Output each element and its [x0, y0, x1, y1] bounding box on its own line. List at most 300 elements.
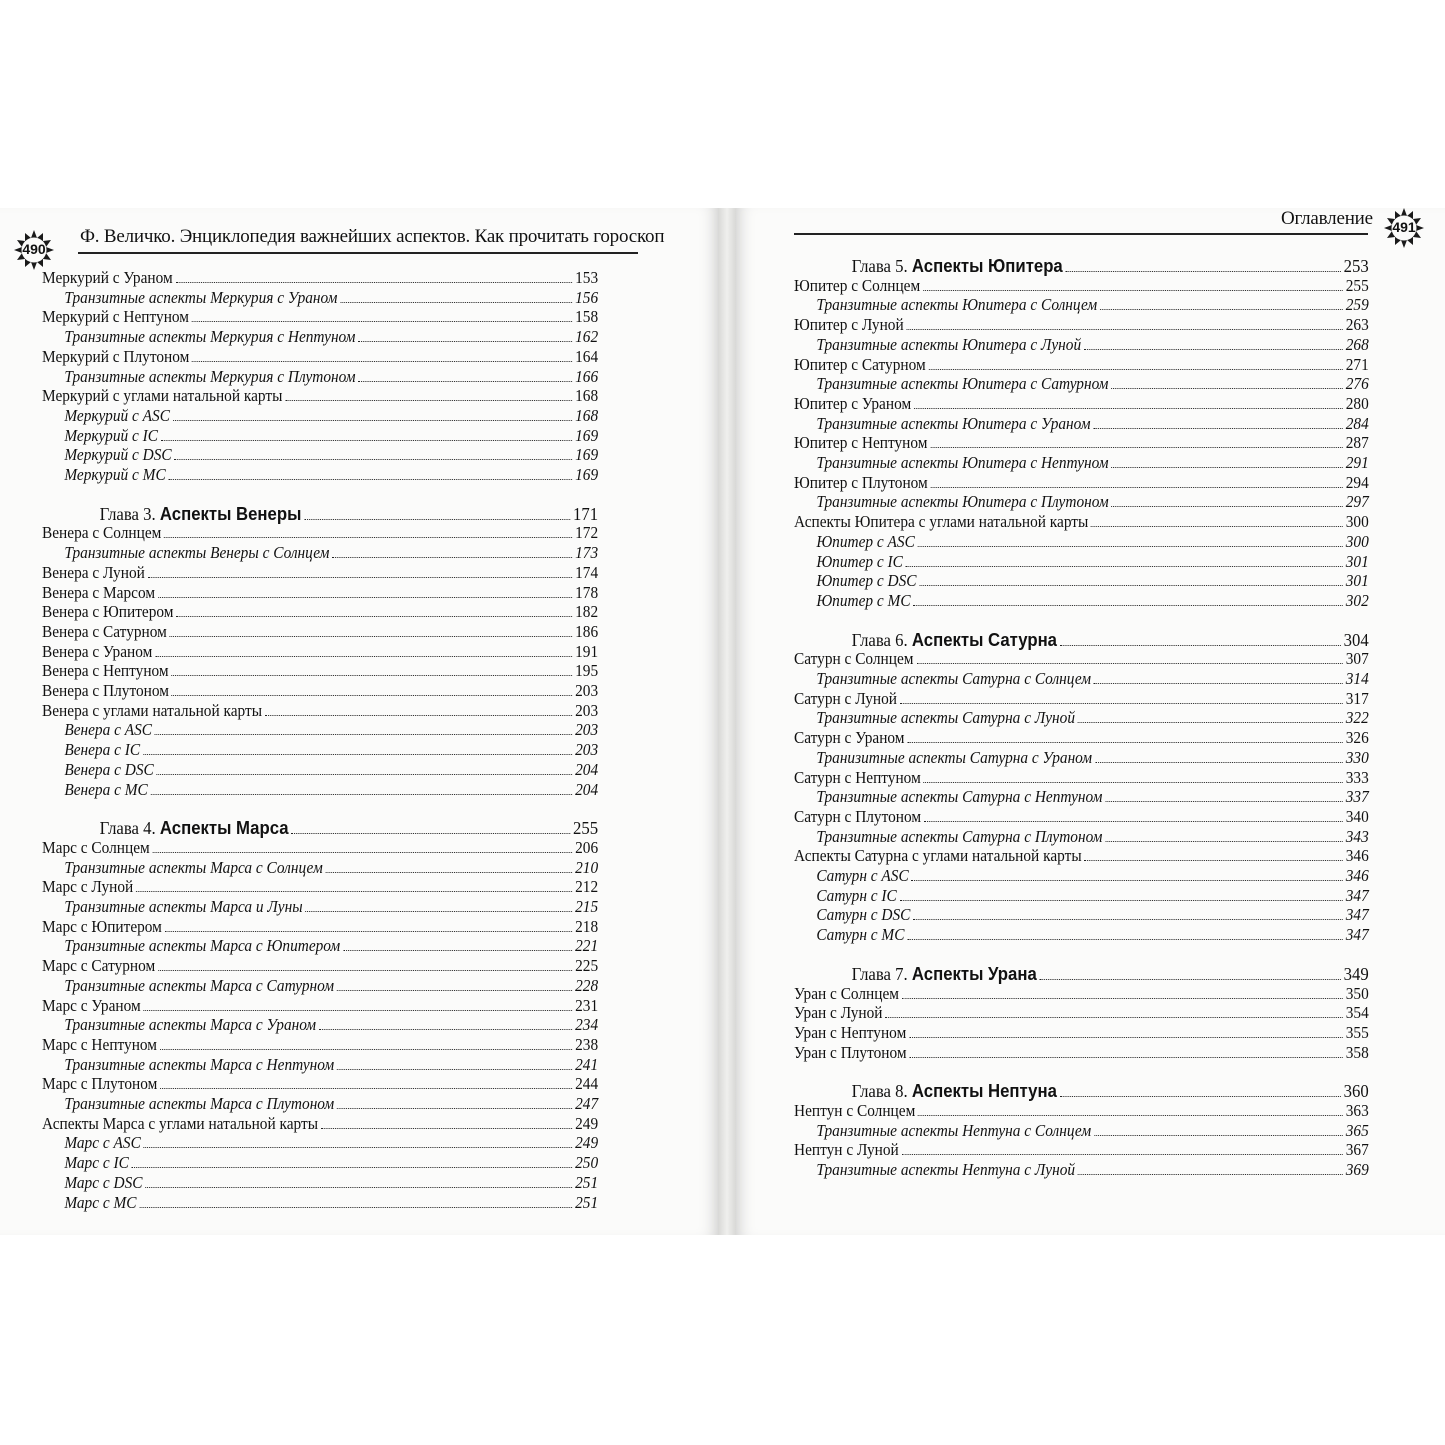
entry-page-number: 304 [1343, 629, 1369, 650]
entry-label: Марс с Юпитером [42, 916, 162, 936]
toc-subentry [42, 976, 598, 996]
entry-label: Сатурн с МС [816, 925, 905, 945]
dot-leader [1093, 414, 1343, 429]
entry-page-number: 206 [575, 837, 599, 857]
chapter-number: Глава 7. [851, 963, 908, 984]
entry-label: Транзитные аспекты Меркурия с Плутоном [64, 366, 356, 386]
book-gutter [718, 208, 736, 1235]
dot-leader [1105, 787, 1343, 802]
header-rule-right [794, 233, 1368, 235]
entry-page-number: 322 [1345, 708, 1369, 728]
entry-page-number: 186 [575, 621, 599, 641]
toc-subentry [42, 426, 598, 446]
toc-entry [42, 661, 598, 681]
dot-leader [928, 355, 1342, 370]
entry-label: Венера с Плутоном [42, 681, 169, 700]
dot-leader [155, 642, 572, 657]
dot-leader [358, 367, 572, 382]
entry-label: Сатурн с Луной [794, 688, 897, 708]
entry-page-number: 365 [1345, 1120, 1369, 1140]
toc-entry [42, 307, 598, 327]
dot-leader [172, 681, 573, 696]
entry-page-number: 358 [1345, 1042, 1369, 1062]
dot-leader [1040, 965, 1341, 980]
entry-page-number: 234 [575, 1015, 599, 1035]
entry-label: Марс с IC [64, 1153, 129, 1173]
entry-label: Транзитные аспекты Юпитера с Плутоном [816, 492, 1109, 512]
entry-page-number: 300 [1345, 531, 1369, 551]
dot-leader [192, 347, 572, 362]
entry-page-number: 203 [575, 740, 599, 760]
toc-subentry [42, 327, 598, 347]
entry-page-number: 241 [575, 1054, 599, 1074]
entry-page-number: 203 [575, 720, 599, 740]
dot-leader [337, 1055, 572, 1070]
dot-leader [171, 661, 572, 676]
entry-page-number: 330 [1345, 747, 1369, 767]
entry-label: Венера с углами натальной карты [42, 700, 263, 720]
toc-subentry [42, 543, 598, 563]
entry-label: Транизитные аспекты Сатурна с Ураном [816, 747, 1093, 767]
entry-page-number: 250 [575, 1153, 599, 1173]
entry-label: Транзитные аспекты Венеры с Солнцем [64, 543, 330, 563]
toc-entry [794, 689, 1369, 709]
entry-label: Аспекты Сатурна с углами натальной карты [794, 846, 1082, 866]
dot-leader [155, 720, 572, 735]
entry-label: Транзитные аспекты Марса с Нептуном [64, 1054, 335, 1074]
entry-label: Уран с Нептуном [794, 1022, 907, 1042]
entry-page-number: 347 [1345, 885, 1369, 905]
dot-leader [145, 1173, 572, 1188]
entry-label: Меркурий с Плутоном [42, 346, 190, 366]
toc-entry [794, 276, 1369, 296]
chapter-heading [794, 256, 1369, 276]
dot-leader [1111, 453, 1343, 468]
entry-page-number: 347 [1345, 905, 1369, 925]
entry-label: Сатурн с Нептуном [794, 767, 921, 787]
book-spread [0, 208, 1445, 1235]
entry-page-number: 287 [1345, 433, 1369, 453]
entry-label: Аспекты Марса с углами натальной карты [42, 1113, 319, 1133]
entry-label: Юпитер с DSC [816, 571, 917, 591]
entry-label: Венера с Сатурном [42, 621, 167, 641]
entry-label: Нептун с Солнцем [794, 1101, 916, 1120]
entry-page-number: 268 [1345, 334, 1369, 354]
toc-subentry [794, 374, 1369, 394]
entry-label: Венера с IC [64, 740, 141, 760]
right-page [736, 208, 1445, 1235]
entry-page-number: 251 [575, 1172, 599, 1192]
toc-subentry [794, 571, 1369, 591]
toc-subentry [794, 866, 1369, 886]
entry-label: Юпитер с МС [816, 590, 911, 610]
toc-entry [42, 681, 598, 701]
toc-subentry [794, 1160, 1369, 1180]
dot-leader [909, 1023, 1343, 1038]
entry-page-number: 249 [575, 1113, 599, 1133]
entry-page-number: 369 [1345, 1160, 1369, 1180]
entry-page-number: 178 [575, 582, 599, 602]
entry-page-number: 367 [1345, 1140, 1369, 1160]
entry-page-number: 191 [575, 641, 599, 661]
entry-label: Марс с DSC [64, 1172, 143, 1192]
entry-label: Сатурн с DSC [816, 905, 911, 925]
toc-subentry [42, 1193, 598, 1213]
toc-subentry [794, 1121, 1369, 1141]
toc-subentry [794, 492, 1369, 512]
entry-page-number: 249 [575, 1133, 599, 1153]
entry-label: Транзитные аспекты Марса с Плутоном [64, 1094, 335, 1113]
toc-entry [42, 602, 598, 622]
entry-page-number: 253 [1343, 256, 1369, 276]
entry-page-number: 333 [1345, 767, 1369, 787]
entry-label: Аспекты Юпитера с углами натальной карты [794, 512, 1089, 532]
entry-page-number: 215 [575, 897, 599, 916]
toc-subentry [42, 1153, 598, 1173]
entry-page-number: 169 [575, 465, 599, 484]
chapter-title: Аспекты Юпитера [911, 256, 1063, 276]
toc-entry [42, 622, 598, 642]
toc-entry [794, 1003, 1369, 1023]
entry-page-number: 354 [1345, 1003, 1369, 1023]
entry-label: Сатурн с Плутоном [794, 806, 922, 826]
entry-label: Сатурн с IC [816, 885, 897, 905]
dot-leader [176, 268, 573, 283]
toc-entry [42, 563, 598, 583]
entry-label: Марс с ASC [64, 1133, 141, 1153]
entry-page-number: 238 [575, 1034, 599, 1054]
toc-entry [794, 728, 1369, 748]
entry-label: Меркурий с Нептуном [42, 307, 190, 327]
entry-label: Венера с Солнцем [42, 523, 162, 543]
entry-label: Транзитные аспекты Сатурна с Солнцем [816, 669, 1092, 688]
dot-leader [332, 543, 572, 558]
entry-label: Сатурн с Ураном [794, 728, 905, 748]
entry-label: Транзитные аспекты Нептуна с Луной [816, 1160, 1076, 1180]
entry-label: Транзитные аспекты Сатурна с Плутоном [816, 826, 1103, 846]
dot-leader [902, 984, 1343, 999]
toc-subentry [794, 669, 1369, 689]
toc-subentry [794, 414, 1369, 434]
entry-label: Транзитные аспекты Марса с Юпитером [64, 936, 341, 956]
toc-entry [42, 1114, 598, 1134]
entry-label: Юпитер с Нептуном [794, 433, 928, 453]
dot-leader [305, 897, 572, 912]
entry-page-number: 244 [575, 1074, 599, 1094]
entry-page-number: 314 [1345, 669, 1369, 688]
dot-leader [1084, 846, 1343, 861]
toc-entry [794, 355, 1369, 375]
entry-page-number: 317 [1345, 688, 1369, 708]
dot-leader [924, 768, 1343, 783]
toc-subentry [42, 936, 598, 956]
toc-subentry [42, 740, 598, 760]
dot-leader [1100, 295, 1343, 310]
dot-leader [326, 858, 573, 873]
entry-label: Юпитер с Солнцем [794, 275, 921, 295]
entry-page-number: 231 [575, 995, 599, 1015]
toc-subentry [794, 787, 1369, 807]
chapter-number: Глава 6. [851, 629, 908, 650]
entry-page-number: 326 [1345, 728, 1369, 748]
toc-subentry [42, 465, 598, 485]
dot-leader [1084, 335, 1343, 350]
entry-page-number: 251 [575, 1192, 599, 1212]
entry-label: Уран с Луной [794, 1003, 883, 1023]
toc-entry [42, 642, 598, 662]
entry-label: Уран с Плутоном [794, 1042, 907, 1062]
entry-page-number: 347 [1345, 925, 1369, 945]
entry-label: Транзитные аспекты Юпитера с Луной [816, 334, 1082, 354]
dot-leader [924, 807, 1343, 822]
dot-leader [916, 649, 1343, 664]
entry-label: Венера с ASC [64, 720, 153, 740]
entry-page-number: 210 [575, 857, 599, 877]
toc-subentry [794, 335, 1369, 355]
toc-entry [794, 984, 1369, 1004]
toc-subentry [794, 886, 1369, 906]
dot-leader [337, 976, 572, 991]
chapter-number: Глава 3. [99, 503, 156, 524]
dot-leader [918, 1101, 1343, 1116]
entry-label: Меркурий с Ураном [42, 268, 173, 287]
toc-entry [794, 1043, 1369, 1063]
entry-label: Юпитер с ASC [816, 531, 915, 551]
dot-leader [1060, 631, 1341, 646]
dot-leader [902, 1140, 1343, 1155]
dot-leader [1078, 1160, 1343, 1175]
entry-page-number: 164 [575, 346, 599, 366]
entry-label: Юпитер с Луной [794, 315, 904, 335]
toc-subentry [42, 1133, 598, 1153]
dot-leader [151, 780, 573, 795]
dot-leader [192, 307, 573, 322]
dot-leader [1078, 708, 1343, 723]
dot-leader [911, 866, 1342, 881]
dot-leader [913, 591, 1343, 606]
toc-entry [42, 583, 598, 603]
dot-leader [907, 925, 1343, 940]
dot-leader [158, 956, 572, 971]
toc-entry [794, 807, 1369, 827]
dot-leader [160, 1074, 572, 1089]
entry-label: Уран с Солнцем [794, 983, 900, 1003]
toc-entry [42, 996, 598, 1016]
dot-leader [1094, 669, 1343, 684]
toc-entry [42, 347, 598, 367]
entry-page-number: 350 [1345, 983, 1369, 1003]
toc-entry [794, 1101, 1369, 1121]
toc-entry [794, 315, 1369, 335]
chapter-title: Аспекты Нептуна [911, 1081, 1057, 1102]
toc-entry [42, 838, 598, 858]
entry-page-number: 212 [575, 877, 599, 897]
entry-label: Марс с МС [64, 1192, 137, 1212]
running-head-left: Ф. Величко. Энциклопедия важнейших аспектов. Как прочитать гороскоп [80, 226, 665, 247]
toc-subentry [794, 453, 1369, 473]
dot-leader [158, 583, 572, 598]
entry-page-number: 221 [575, 936, 599, 956]
entry-page-number: 300 [1345, 512, 1369, 532]
dot-leader [168, 465, 572, 480]
toc-subentry [794, 925, 1369, 945]
entry-label: Меркурий с ASC [64, 405, 170, 425]
toc-subentry [42, 1173, 598, 1193]
entry-label: Меркурий с углами натальной карты [42, 386, 283, 406]
entry-label: Венера с Марсом [42, 582, 156, 602]
dot-leader [136, 877, 572, 892]
toc-entry [794, 1140, 1369, 1160]
entry-label: Марс с Луной [42, 877, 134, 897]
entry-page-number: 173 [575, 543, 599, 563]
chapter-number: Глава 5. [851, 256, 908, 276]
toc-entry [794, 473, 1369, 493]
page-number-right: 491 [1392, 219, 1416, 235]
dot-leader [265, 701, 573, 716]
left-page [0, 208, 718, 1235]
toc-subentry [794, 827, 1369, 847]
dot-leader [165, 917, 573, 932]
toc-subentry [42, 1015, 598, 1035]
dot-leader [1095, 748, 1343, 763]
entry-page-number: 349 [1343, 963, 1369, 984]
entry-page-number: 156 [575, 287, 599, 307]
dot-leader [1094, 1121, 1343, 1136]
dot-leader [900, 886, 1343, 901]
dot-leader [304, 505, 570, 520]
entry-page-number: 169 [575, 425, 599, 445]
toc-entry [42, 917, 598, 937]
entry-label: Транзитные аспекты Нептуна с Солнцем [816, 1120, 1092, 1140]
page-number-badge-left [14, 230, 54, 270]
entry-label: Транзитные аспекты Марса с Солнцем [64, 857, 323, 877]
toc-subentry [42, 406, 598, 426]
entry-page-number: 158 [575, 307, 599, 327]
dot-leader [321, 1114, 572, 1129]
entry-page-number: 172 [575, 523, 599, 543]
toc-subentry [42, 288, 598, 308]
entry-label: Марс с Плутоном [42, 1074, 158, 1094]
dot-leader [1111, 374, 1343, 389]
dot-leader [291, 819, 570, 834]
toc-entry [794, 1023, 1369, 1043]
toc-subentry [42, 780, 598, 800]
chapter-heading [42, 504, 598, 524]
entry-label: Сатурн с ASC [816, 866, 909, 885]
entry-page-number: 203 [575, 700, 599, 720]
toc-entry [794, 512, 1369, 532]
entry-page-number: 174 [575, 562, 599, 582]
running-head-right: Оглавление [1281, 208, 1373, 229]
chapter-heading [794, 964, 1369, 984]
entry-page-number: 297 [1345, 492, 1369, 512]
dot-leader [913, 905, 1343, 920]
toc-subentry [42, 760, 598, 780]
dot-leader [930, 433, 1343, 448]
dot-leader [900, 689, 1343, 704]
toc-subentry [794, 708, 1369, 728]
entry-label: Транзитные аспекты Юпитера с Нептуном [816, 453, 1109, 472]
dot-leader [1060, 1082, 1341, 1097]
dot-leader [319, 1015, 572, 1030]
entry-page-number: 346 [1345, 846, 1369, 866]
entry-page-number: 225 [575, 956, 599, 976]
dot-leader [914, 394, 1343, 409]
entry-label: Транзитные аспекты Юпитера с Ураном [816, 413, 1091, 433]
entry-label: Меркурий с МС [64, 465, 166, 484]
entry-label: Транзитные аспекты Меркурия с Нептуном [64, 327, 356, 347]
toc-entry [794, 768, 1369, 788]
dot-leader [906, 315, 1342, 330]
entry-page-number: 247 [575, 1094, 599, 1113]
dot-leader [358, 327, 572, 342]
dot-leader [1105, 827, 1343, 842]
dot-leader [343, 936, 572, 951]
entry-label: Транзитные аспекты Марса с Сатурном [64, 975, 335, 995]
entry-label: Юпитер с Плутоном [794, 472, 928, 492]
dot-leader [144, 1133, 573, 1148]
entry-page-number: 276 [1345, 374, 1369, 394]
entry-page-number: 291 [1345, 453, 1369, 472]
entry-page-number: 301 [1345, 551, 1369, 571]
entry-page-number: 169 [575, 445, 599, 465]
entry-page-number: 340 [1345, 806, 1369, 826]
dot-leader [176, 602, 572, 617]
entry-label: Венера с МС [64, 779, 148, 799]
toc-subentry [42, 1094, 598, 1114]
entry-page-number: 307 [1345, 649, 1369, 669]
dot-leader [161, 426, 573, 441]
entry-page-number: 203 [575, 681, 599, 700]
entry-label: Транзитные аспекты Юпитера с Солнцем [816, 295, 1098, 315]
chapter-title: Аспекты Марса [159, 818, 289, 839]
entry-label: Марс с Нептуном [42, 1034, 158, 1054]
toc-entry [794, 649, 1369, 669]
entry-label: Транзитные аспекты Юпитера с Сатурном [816, 374, 1109, 394]
dot-leader [139, 1193, 572, 1208]
entry-label: Венера с Луной [42, 562, 145, 582]
entry-label: Юпитер с IC [816, 551, 903, 571]
toc-entry [794, 433, 1369, 453]
dot-leader [143, 740, 572, 755]
dot-leader [923, 276, 1343, 291]
entry-label: Венера с DSC [64, 759, 154, 779]
toc-entry [42, 701, 598, 721]
dot-leader [337, 1094, 572, 1109]
entry-label: Транзитные аспекты Сатурна с Нептуном [816, 787, 1103, 807]
entry-page-number: 280 [1345, 393, 1369, 413]
entry-page-number: 168 [575, 405, 599, 425]
entry-page-number: 171 [573, 503, 599, 524]
dot-leader [1111, 492, 1343, 507]
chapter-title: Аспекты Урана [911, 963, 1037, 984]
entry-page-number: 218 [575, 916, 599, 936]
chapter-number: Глава 4. [99, 818, 156, 839]
entry-label: Юпитер с Ураном [794, 393, 912, 413]
entry-page-number: 153 [575, 268, 599, 287]
entry-page-number: 263 [1345, 315, 1369, 335]
toc-subentry [794, 295, 1369, 315]
page-number-left: 490 [22, 241, 46, 257]
toc-entry [42, 877, 598, 897]
entry-page-number: 363 [1345, 1101, 1369, 1120]
entry-page-number: 294 [1345, 472, 1369, 492]
chapter-number: Глава 8. [851, 1081, 908, 1102]
dot-leader [132, 1153, 573, 1168]
page-number-badge-right [1384, 208, 1424, 248]
entry-page-number: 195 [575, 661, 599, 681]
entry-label: Сатурн с Солнцем [794, 649, 914, 669]
